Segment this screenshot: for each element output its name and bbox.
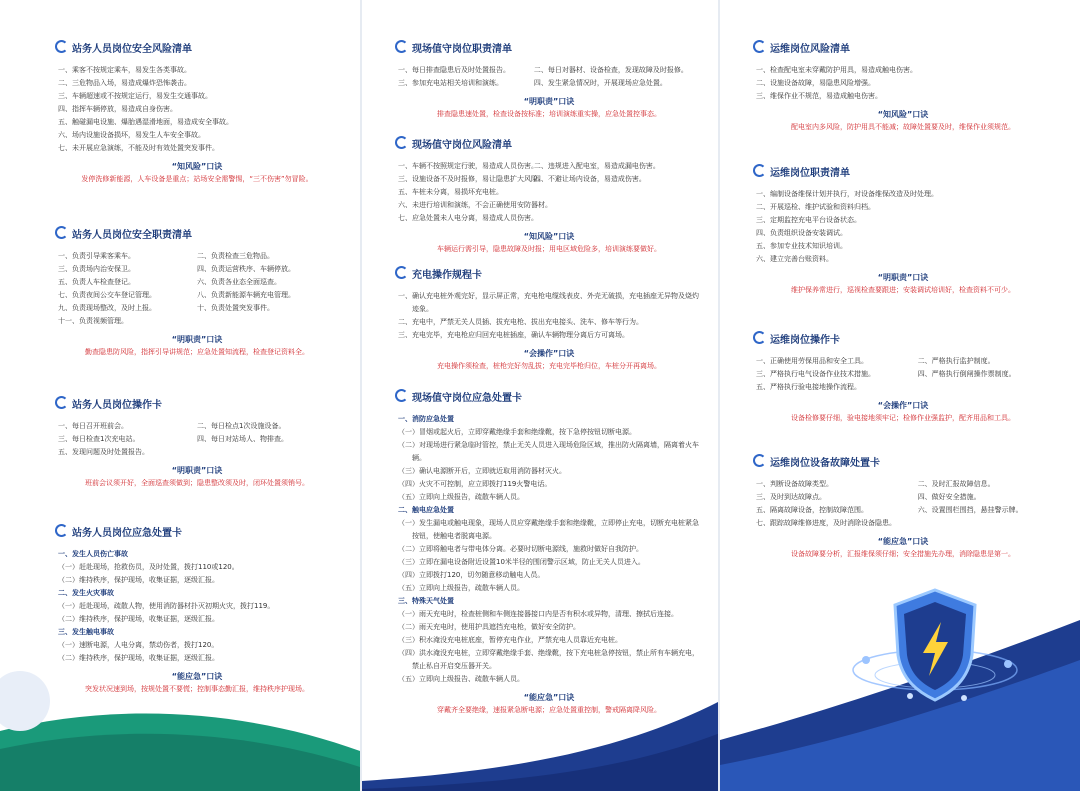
slogan-title: “明职责”口诀 (877, 273, 929, 282)
list-item: 五、车桩未分离，易损坏充电桩。 (398, 188, 503, 196)
list-item: 二、开展巡检、维护试验和资料归档。 (756, 203, 875, 211)
list-item: 一、确认充电桩外观完好，显示屏正常，充电枪电缆线表皮、外壳无破损，充电插座无异物及烧灼迹象。 (398, 292, 699, 313)
list-item: 六、设置围栏围挡，悬挂警示牌。 (917, 506, 1023, 514)
slogan-text: 车辆运行需引导，隐患故障及时报；用电区域危险多，培训演练要做好。 (437, 245, 661, 253)
list-item: 四、发生紧急情况时，开展现场应急处置。 (533, 79, 667, 87)
list-item: 三、负责场内治安保卫。 (58, 265, 135, 273)
list-item: 三、充电完毕，充电枪应归回充电桩插座，确认车辆物理分离后方可离场。 (398, 331, 629, 339)
maintenance-risk-list (756, 42, 1050, 134)
section-title: 站务人员岗位安全职责清单 (58, 228, 336, 244)
list-item: （一）雨天充电时，检查桩侧和车侧连接器接口内是否有积水或异物，清理、擦拭后连接。 (398, 610, 678, 618)
list-item: （二）维持秩序，保护现场，收集证据，逐级汇报。 (58, 576, 219, 584)
subheading: 一、消防应急处置 (398, 415, 454, 423)
list-item: 四、做好安全措施。 (917, 493, 981, 501)
maintenance-fault-card (756, 456, 1050, 561)
list-item: 四、严格执行倒闸操作票制度。 (917, 370, 1016, 378)
list-item: 三、参加充电站相关培训和演练。 (398, 79, 503, 87)
section-title: 运维岗位风险清单 (756, 42, 1050, 58)
slogan-title: “明职责”口诀 (171, 466, 223, 475)
list-item: 十、负责处置突发事件。 (197, 304, 274, 312)
list-item: 二、违规进入配电室，易造成漏电伤害。 (533, 162, 660, 170)
list-item: 三、严格执行电气设备作业技术措施。 (756, 370, 875, 378)
list-item: 三、车辆超速或不按规定运行，易发生交通事故。 (58, 92, 212, 100)
section-title: 运维岗位设备故障处置卡 (756, 456, 1050, 472)
duty-staff-risk-list (398, 138, 700, 256)
list-item: 四、负责运营秩序、车辆停放。 (197, 265, 295, 273)
list-item: 五、隔离故障设备，控制故障范围。 (756, 506, 868, 514)
list-item: （二）立即将触电者与带电体分离。必要时切断电源线，施救时做好自我防护。 (398, 545, 643, 553)
slogan-text: 发停洗修新能源，人车设备是重点；站场安全需警惕，“三不伤害”勿冒险。 (81, 175, 313, 183)
panel-middle (362, 0, 722, 791)
slogan-text: 穿戴齐全要绝缘，速报紧急断电源；应急处置重控制，警戒隔离降风险。 (437, 706, 661, 714)
list-item: 六、未进行培训和演练，不会正确使用安防器材。 (398, 201, 552, 209)
list-item: 三、定期监控充电平台设备状态。 (756, 216, 861, 224)
section-title: 现场值守岗位风险清单 (398, 138, 700, 154)
slogan-title: “会操作”口诀 (523, 349, 575, 358)
ring-icon (395, 136, 408, 149)
list-item: 四、指挥车辆停放，易造成自身伤害。 (58, 105, 177, 113)
list-item: 七、负责夜间公交车登记管理。 (58, 291, 156, 299)
list-item: 一、车辆不按照规定行驶，易造成人员伤害。 (398, 162, 538, 170)
slogan-title: “会操作”口诀 (877, 401, 929, 410)
slogan-text: 设备检修要仔细，验电接地须牢记；检修作业强监护，配齐用品和工具。 (791, 414, 1015, 422)
list-item: 一、判断设备故障类型。 (756, 480, 833, 488)
list-item: 二、充电中，严禁无关人员插、拔充电枪、拔出充电接头、洗车、修车等行为。 (398, 318, 643, 326)
list-item: 六、场内设施设备损坏，易发生人车安全事故。 (58, 131, 205, 139)
subheading: 三、特殊天气处置 (398, 597, 454, 605)
list-item: 二、设施设备故障，易隐患风险增强。 (756, 79, 875, 87)
station-duty-list (58, 228, 336, 359)
list-item: 二、每日对器材、设备检查，发现故障及时报修。 (533, 66, 688, 74)
list-item: 五、负责人车检查登记。 (58, 278, 135, 286)
panel-left (0, 0, 360, 791)
station-risk-list (58, 42, 336, 186)
list-item: 三、维保作业不规范，易造成触电伤害。 (756, 92, 882, 100)
duty-staff-emergency-card (398, 391, 700, 717)
station-operation-card (58, 398, 336, 490)
station-emergency-card (58, 526, 336, 696)
list-item: 七、应急处置未人电分离，易造成人员伤害。 (398, 214, 538, 222)
list-item: （二）对现场进行紧急临时管控，禁止无关人员进入现场危险区域，推出防火隔离墙，隔离着火车辆。 (398, 441, 699, 462)
list-item: 五、触碰漏电设施、爆胎遇湿滑地面，易造成安全事故。 (58, 118, 233, 126)
ring-icon (753, 454, 766, 467)
list-item: （四）火灾不可控制，应立即拨打119火警电话。 (398, 480, 552, 488)
list-item: （二）雨天充电时，使用护具遮挡充电枪，做好安全防护。 (398, 623, 580, 631)
ring-icon (753, 331, 766, 344)
list-item: （一）速断电源，人电分离，禁动伤者，拨打120。 (58, 641, 219, 649)
list-item: 二、及时汇报故障信息。 (917, 480, 995, 488)
list-item: 二、负责检查三危物品。 (197, 252, 274, 260)
ring-icon (55, 524, 68, 537)
list-item: 五、严格执行验电接地操作流程。 (756, 383, 861, 391)
list-item: 六、负责各业态全面巡查。 (197, 278, 281, 286)
list-item: （三）确认电源断开后，立即就近取用消防器材灭火。 (398, 467, 566, 475)
list-item: 一、检查配电室未穿戴防护用具，易造成触电伤害。 (756, 66, 917, 74)
list-item: 七、未开展应急演练，不能及时有效处置突发事件。 (58, 144, 219, 152)
list-item: （二）维持秩序，保护现场，收集证据，逐级汇报。 (58, 615, 219, 623)
list-item: 一、乘客不按规定乘车，易发生各类事故。 (58, 66, 191, 74)
list-item: 一、正确使用劳保用品和安全工具。 (756, 357, 868, 365)
list-item: （二）维持秩序，保护现场，收集证据，逐级汇报。 (58, 654, 219, 662)
slogan-text: 排查隐患速处置，检查设备按标准；培训演练重实操，应急处置控事态。 (437, 110, 661, 118)
list-item: 一、编制设备维保计划并执行，对设备维保改造及时处理。 (756, 190, 938, 198)
list-item: （四）洪水淹没充电桩，立即穿戴绝缘手套、绝缘靴，按下充电桩急停按钮，禁止所有车辆充电，禁止私自开启变压器开关。 (398, 649, 699, 670)
section-title: 站务人员岗位操作卡 (58, 398, 336, 414)
slogan-text: 设备故障要分析，汇报维保须仔细；安全措施先办理，消除隐患是第一。 (791, 550, 1015, 558)
list-item: （一）发生漏电或触电现象，现场人员应穿戴绝缘手套和绝缘靴，立即停止充电，切断充电桩紧急按钮，使触电者脱离电源。 (398, 519, 699, 540)
slogan-title: “知风险”口诀 (877, 110, 929, 119)
section-title: 现场值守岗位应急处置卡 (398, 391, 700, 407)
list-item: （一）赶赴现场，抢救伤员，及时处置，拨打110或120。 (58, 563, 239, 571)
list-item: 三、设施设备不及时报修，易让隐患扩大风险。 (398, 175, 545, 183)
maintenance-operation-card (756, 333, 1050, 425)
subheading: 一、发生人员伤亡事故 (58, 550, 128, 558)
slogan-text: 充电操作须检查，桩枪完好勿乱拔；充电完毕枪归位，车桩分开再离场。 (437, 362, 661, 370)
ring-icon (753, 40, 766, 53)
list-item: 十一、负责视频管理。 (58, 317, 128, 325)
ring-icon (55, 40, 68, 53)
list-item: 八、负责新能源车辆充电管理。 (197, 291, 295, 299)
list-item: 五、发现问题及时处置报告。 (58, 448, 149, 456)
slogan-title: “知风险”口诀 (171, 162, 223, 171)
section-title: 现场值守岗位职责清单 (398, 42, 700, 58)
slogan-text: 维护保养常进行，巡视检查要跟进；安装调试培训好，检查资料不可少。 (791, 286, 1015, 294)
list-item: 四、负责组织设备安装调试。 (756, 229, 847, 237)
list-item: （三）积水淹没充电桩底座，暂停充电作业，严禁充电人员靠近充电桩。 (398, 636, 622, 644)
ring-icon (395, 266, 408, 279)
section-title: 站务人员岗位应急处置卡 (58, 526, 336, 542)
ring-icon (395, 40, 408, 53)
list-item: 一、每日召开班前会。 (58, 422, 128, 430)
section-title: 运维岗位操作卡 (756, 333, 1050, 349)
slogan-title: “明职责”口诀 (171, 335, 223, 344)
section-title: 运维岗位职责清单 (756, 166, 1050, 182)
slogan-text: 班前会议须开好，全面巡查须做到；隐患整改须及时，闭环处置须销号。 (85, 479, 309, 487)
shield-illustration (720, 560, 1080, 791)
maintenance-duty-list (756, 166, 1050, 297)
list-item: 三、及时到达故障点。 (756, 493, 826, 501)
list-item: （四）立即拨打120，切勿随意移动触电人员。 (398, 571, 545, 579)
list-item: （五）立即向上级报告，疏散车辆人员。 (398, 493, 524, 501)
list-item: 七、跟踪故障维修进度，及时消除设备隐患。 (756, 519, 896, 527)
slogan-text: 勤查隐患防风险，指挥引导讲规范；应急处置知流程，检查登记资料全。 (85, 348, 309, 356)
slogan-title: “知风险”口诀 (523, 232, 575, 241)
list-item: 二、每日检点1次设施设备。 (197, 422, 286, 430)
list-item: （一）赶赴现场，疏散人物，使用消防器材扑灭初期火灾，拨打119。 (58, 602, 275, 610)
list-item: 二、严格执行监护制度。 (917, 357, 995, 365)
list-item: 一、每日排查隐患后及时处置报告。 (398, 66, 510, 74)
subheading: 三、发生触电事故 (58, 628, 114, 636)
section-title: 充电操作规程卡 (398, 268, 700, 284)
subheading: 二、发生火灾事故 (58, 589, 114, 597)
ring-icon (55, 396, 68, 409)
list-item: 五、参加专业技术知识培训。 (756, 242, 847, 250)
list-item: 二、三危物品入场，易造成爆炸恐怖袭击。 (58, 79, 191, 87)
slogan-title: “能应急”口诀 (877, 537, 929, 546)
list-item: 六、建立完善台账资料。 (756, 255, 833, 263)
ring-icon (395, 389, 408, 402)
section-title: 站务人员岗位安全风险清单 (58, 42, 336, 58)
list-item: （一）冒烟或起火后，立即穿戴绝缘手套和绝缘靴，按下急停按钮切断电源。 (398, 428, 636, 436)
ring-icon (55, 226, 68, 239)
slogan-title: “明职责”口诀 (523, 97, 575, 106)
list-item: 四、不避让场内设备，易造成伤害。 (533, 175, 646, 183)
charging-operation-card (398, 268, 700, 373)
duty-staff-duty-list (398, 42, 700, 121)
slogan-text: 突发状况速到场，按规处置不要慌；控制事态勤汇报，维持秩序护现场。 (85, 685, 309, 693)
list-item: （五）立即向上级报告，疏散车辆人员。 (398, 584, 524, 592)
list-item: 四、每日对站场人、物排查。 (197, 435, 288, 443)
subheading: 二、触电应急处置 (398, 506, 454, 514)
list-item: 九、负责现场整改，及时上报。 (58, 304, 156, 312)
list-item: （三）立即在漏电设备附近设置10米半径的围闭警示区域，防止无关人员进入。 (398, 558, 645, 566)
ring-icon (753, 164, 766, 177)
list-item: 一、负责引导乘客乘车。 (58, 252, 135, 260)
panel-right (720, 0, 1080, 791)
slogan-title: “能应急”口诀 (171, 672, 223, 681)
list-item: 三、每日检查1次充电站。 (58, 435, 140, 443)
slogan-text: 配电室内多风险，防护用具不能减；故障处置要及时，维保作业须规范。 (791, 123, 1015, 131)
slogan-title: “能应急”口诀 (523, 693, 575, 702)
list-item: （五）立即向上级报告、疏散车辆人员。 (398, 675, 524, 683)
